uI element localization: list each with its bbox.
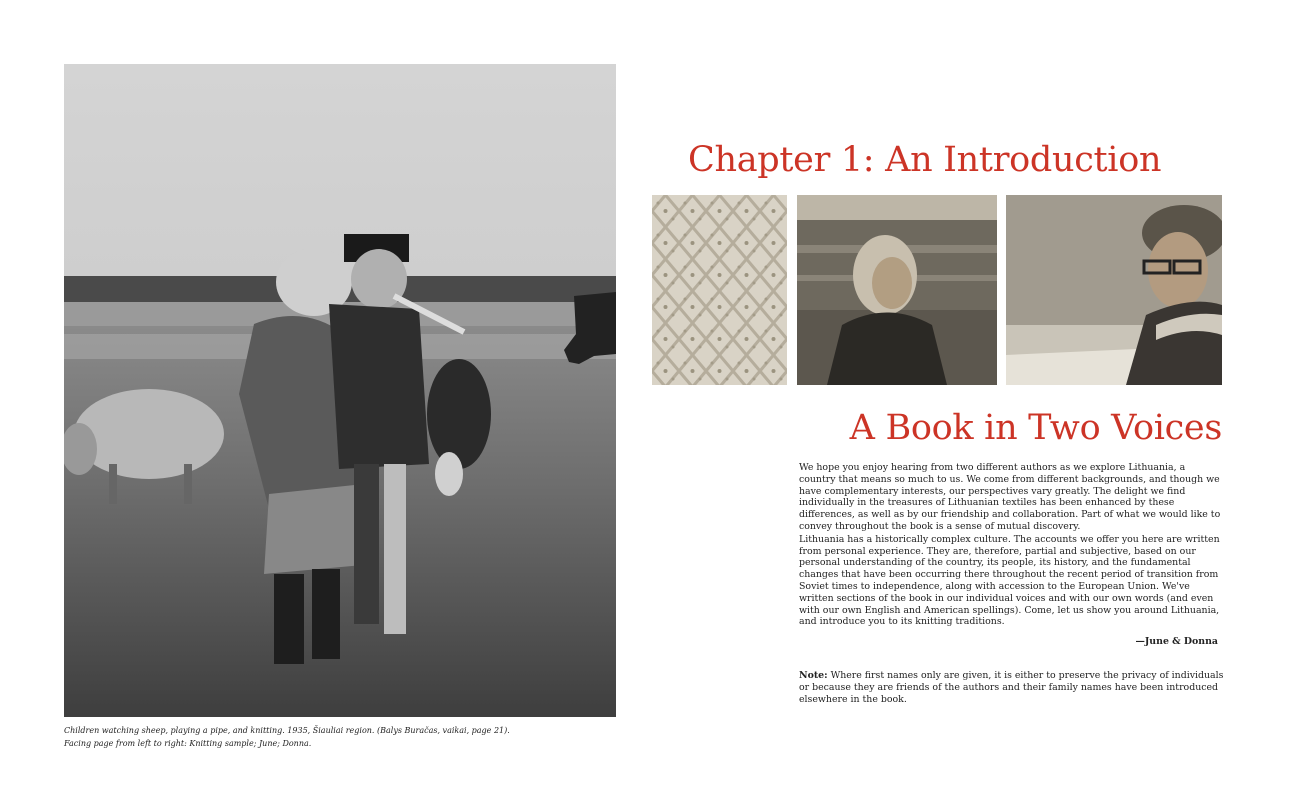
june-portrait-photo (797, 195, 997, 385)
signature: —June & Donna (1135, 636, 1218, 648)
chapter-title: Chapter 1: An Introduction (688, 140, 1162, 180)
note-label: Note: (799, 669, 828, 681)
caption-line-2: Facing page from left to right: Knitting sample; June; Donna. (64, 739, 312, 748)
main-photo (64, 64, 616, 717)
photo-caption (64, 724, 624, 750)
knitting-sample-photo (652, 195, 787, 385)
section-title: A Book in Two Voices (849, 408, 1222, 448)
note-text: Where first names only are given, it is either to preserve the privacy of individuals or because they are friends of the authors and their family names have been introduced elsewhere in the book. (799, 669, 1224, 705)
note (799, 670, 1224, 705)
body-text (799, 462, 1224, 705)
paragraph-2: Lithuania has a historically complex culture. The accounts we offer you here are written from personal experience. They are, therefore, partial and subjective, based on our personal understanding of the country, its people, its history, and the fundamental changes that have been occurring there throughout the recent period of transition from Soviet times to independence, along with accession to the European Union. We've written sections of the book in our individual voices and with our own words (and even with our own English and American spellings). Come, let us show you around Lithuania, and introduce you to its knitting traditions. (799, 533, 1220, 628)
paragraph-1: We hope you enjoy hearing from two different authors as we explore Lithuania, a country that means so much to us. We come from different backgrounds, and though we have complementary interests, our perspectives vary greatly. The delight we find individually in the treasures of Lithuanian textiles has been enhanced by these differences, as well as by our friendship and collaboration. Part of what we would like to convey throughout the book is a sense of mutual discovery. (799, 462, 1221, 532)
caption-line-1: Children watching sheep, playing a pipe, and knitting. 1935, Šiauliai region. (Balys Buračas, vaikai, page 21). (64, 726, 510, 735)
donna-portrait-photo (1006, 195, 1222, 385)
